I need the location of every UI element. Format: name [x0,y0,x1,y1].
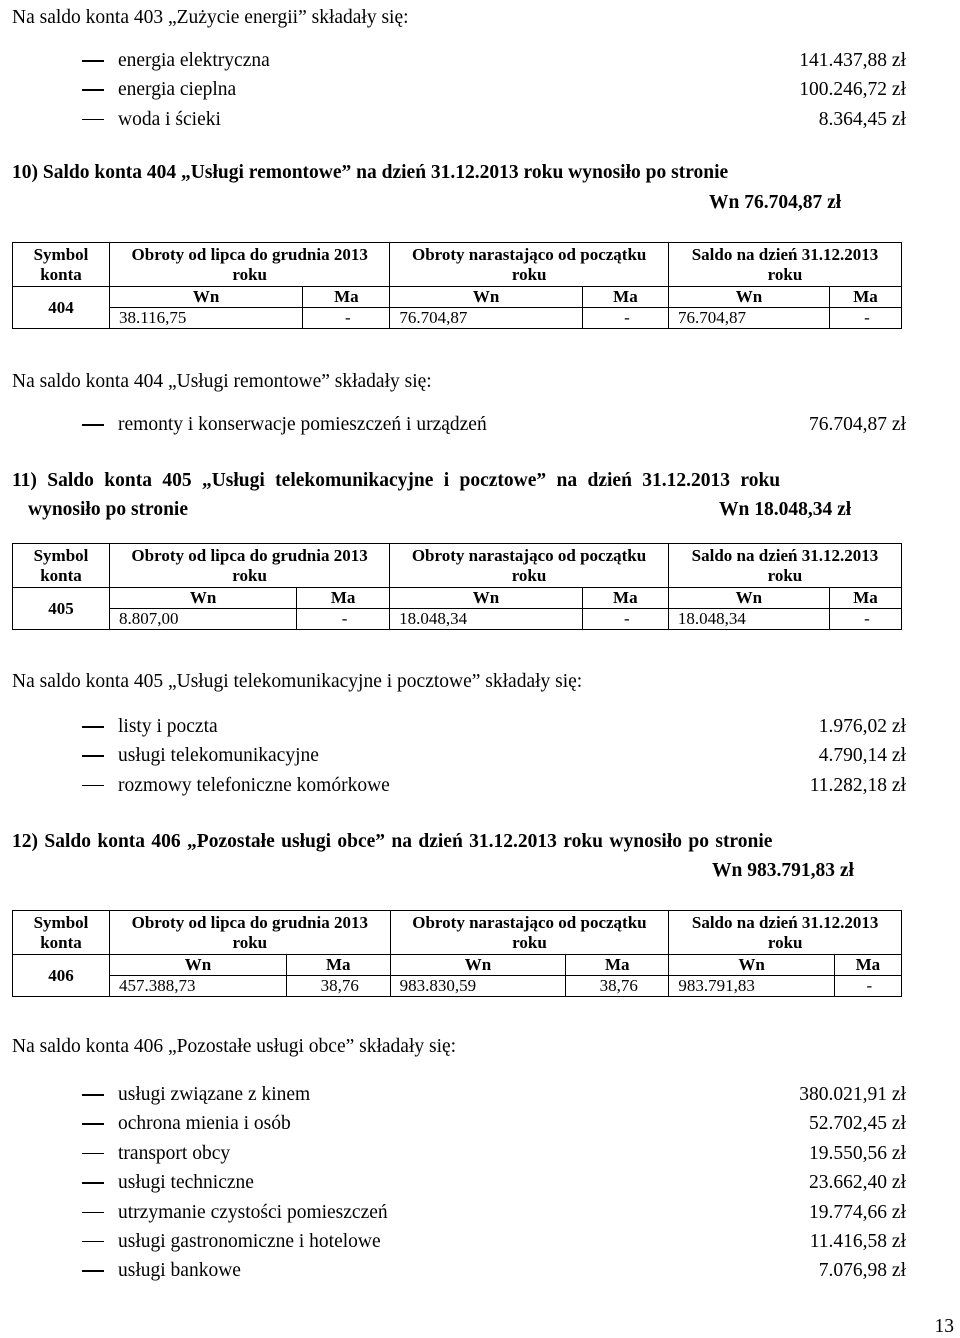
list-item: woda i ścieki 8.364,45 zł [82,105,906,134]
dash-bullet [82,119,104,121]
table-row: 457.388,73 38,76 983.830,59 38,76 983.791,83 - [13,976,902,997]
col-wn: Wn [669,955,834,976]
section-405-intro: Na saldo konta 405 „Usługi telekomunikacyjne i pocztowe” składały się: [12,671,583,692]
dash-bullet [82,1153,104,1155]
col-wn: Wn [110,588,297,609]
dash-bullet [82,1182,104,1184]
section-403-intro: Na saldo konta 403 „Zużycie energii” składały się: [12,7,409,28]
account-symbol: 405 [13,588,110,630]
col-ma: Ma [582,588,668,609]
header-symbol: Symbol konta [13,243,110,287]
list-item: ochrona mienia i osób 52.702,45 zł [82,1109,906,1138]
header-saldo: Saldo na dzień 31.12.2013 roku [669,911,902,955]
header-saldo: Saldo na dzień 31.12.2013 roku [668,544,901,588]
dash-bullet [82,785,104,787]
list-item: utrzymanie czystości pomieszczeń 19.774,66 zł [82,1198,906,1227]
section-403-list [82,46,906,134]
col-ma: Ma [834,955,901,976]
section-404-intro: Na saldo konta 404 „Usługi remontowe” składały się: [12,371,432,392]
section-405-balance: Wn 18.048,34 zł [719,499,852,520]
list-item: usługi związane z kinem 380.021,91 zł [82,1080,906,1109]
col-ma: Ma [582,287,668,308]
section-406-intro: Na saldo konta 406 „Pozostałe usługi obce” składały się: [12,1036,457,1057]
dash-bullet [82,1094,104,1096]
dash-bullet [82,1270,104,1272]
header-saldo: Saldo na dzień 31.12.2013 roku [668,243,901,287]
section-406-heading: 12) Saldo konta 406 „Pozostałe usługi obce” na dzień 31.12.2013 roku wynosiło po stronie [12,831,773,852]
dash-bullet [82,1212,104,1214]
list-item: usługi telekomunikacyjne 4.790,14 zł [82,741,906,770]
header-narastajaco: Obroty narastająco od początku roku [390,911,669,955]
list-item: transport obcy 19.550,56 zł [82,1139,906,1168]
col-wn: Wn [110,287,303,308]
col-ma: Ma [829,287,901,308]
col-ma: Ma [297,588,390,609]
col-wn: Wn [110,955,287,976]
col-wn: Wn [668,588,829,609]
dash-bullet [82,726,104,728]
list-item: listy i poczta 1.976,02 zł [82,712,906,741]
dash-bullet [82,1123,104,1125]
col-wn: Wn [390,287,583,308]
header-obroty: Obroty od lipca do grudnia 2013 roku [110,243,390,287]
col-ma: Ma [566,955,669,976]
section-406-balance: Wn 983.791,83 zł [712,860,854,881]
section-405-heading: 11) Saldo konta 405 „Usługi telekomunikacyjne i pocztowe” na dzień 31.12.2013 roku [12,470,781,491]
list-item: usługi gastronomiczne i hotelowe 11.416,58 zł [82,1227,906,1256]
dash-bullet [82,755,104,757]
account-406-table [12,910,902,997]
section-405-list [82,712,906,800]
header-obroty: Obroty od lipca do grudnia 2013 roku [110,544,390,588]
header-symbol: Symbol konta [13,911,110,955]
col-wn: Wn [390,588,583,609]
list-item: energia elektryczna 141.437,88 zł [82,46,906,75]
list-item: energia cieplna 100.246,72 zł [82,75,906,104]
list-item: usługi techniczne 23.662,40 zł [82,1168,906,1197]
table-row: 8.807,00 - 18.048,34 - 18.048,34 - [13,609,902,630]
account-405-table [12,543,902,630]
section-406-list [82,1080,906,1286]
account-symbol: 406 [13,955,110,997]
col-ma: Ma [286,955,390,976]
dash-bullet [82,1241,104,1243]
list-item: rozmowy telefoniczne komórkowe 11.282,18 zł [82,771,906,800]
col-wn: Wn [668,287,829,308]
header-narastajaco: Obroty narastająco od początku roku [390,243,669,287]
section-405-heading-cont: wynosiło po stronie [28,499,188,520]
dash-bullet [82,60,104,62]
page-number: 13 [934,1316,954,1337]
section-404-balance: Wn 76.704,87 zł [709,192,842,213]
header-symbol: Symbol konta [13,544,110,588]
col-wn: Wn [390,955,566,976]
account-404-table [12,242,902,329]
list-item: usługi bankowe 7.076,98 zł [82,1256,906,1285]
dash-bullet [82,89,104,91]
list-item: remonty i konserwacje pomieszczeń i urządzeń 76.704,87 zł [82,410,906,439]
col-ma: Ma [829,588,901,609]
account-symbol: 404 [13,287,110,329]
header-obroty: Obroty od lipca do grudnia 2013 roku [110,911,391,955]
section-404-list [82,410,906,439]
col-ma: Ma [303,287,390,308]
header-narastajaco: Obroty narastająco od początku roku [390,544,669,588]
dash-bullet [82,424,104,426]
table-row: 38.116,75 - 76.704,87 - 76.704,87 - [13,308,902,329]
section-404-heading: 10) Saldo konta 404 „Usługi remontowe” na dzień 31.12.2013 roku wynosiło po stronie [12,162,729,183]
